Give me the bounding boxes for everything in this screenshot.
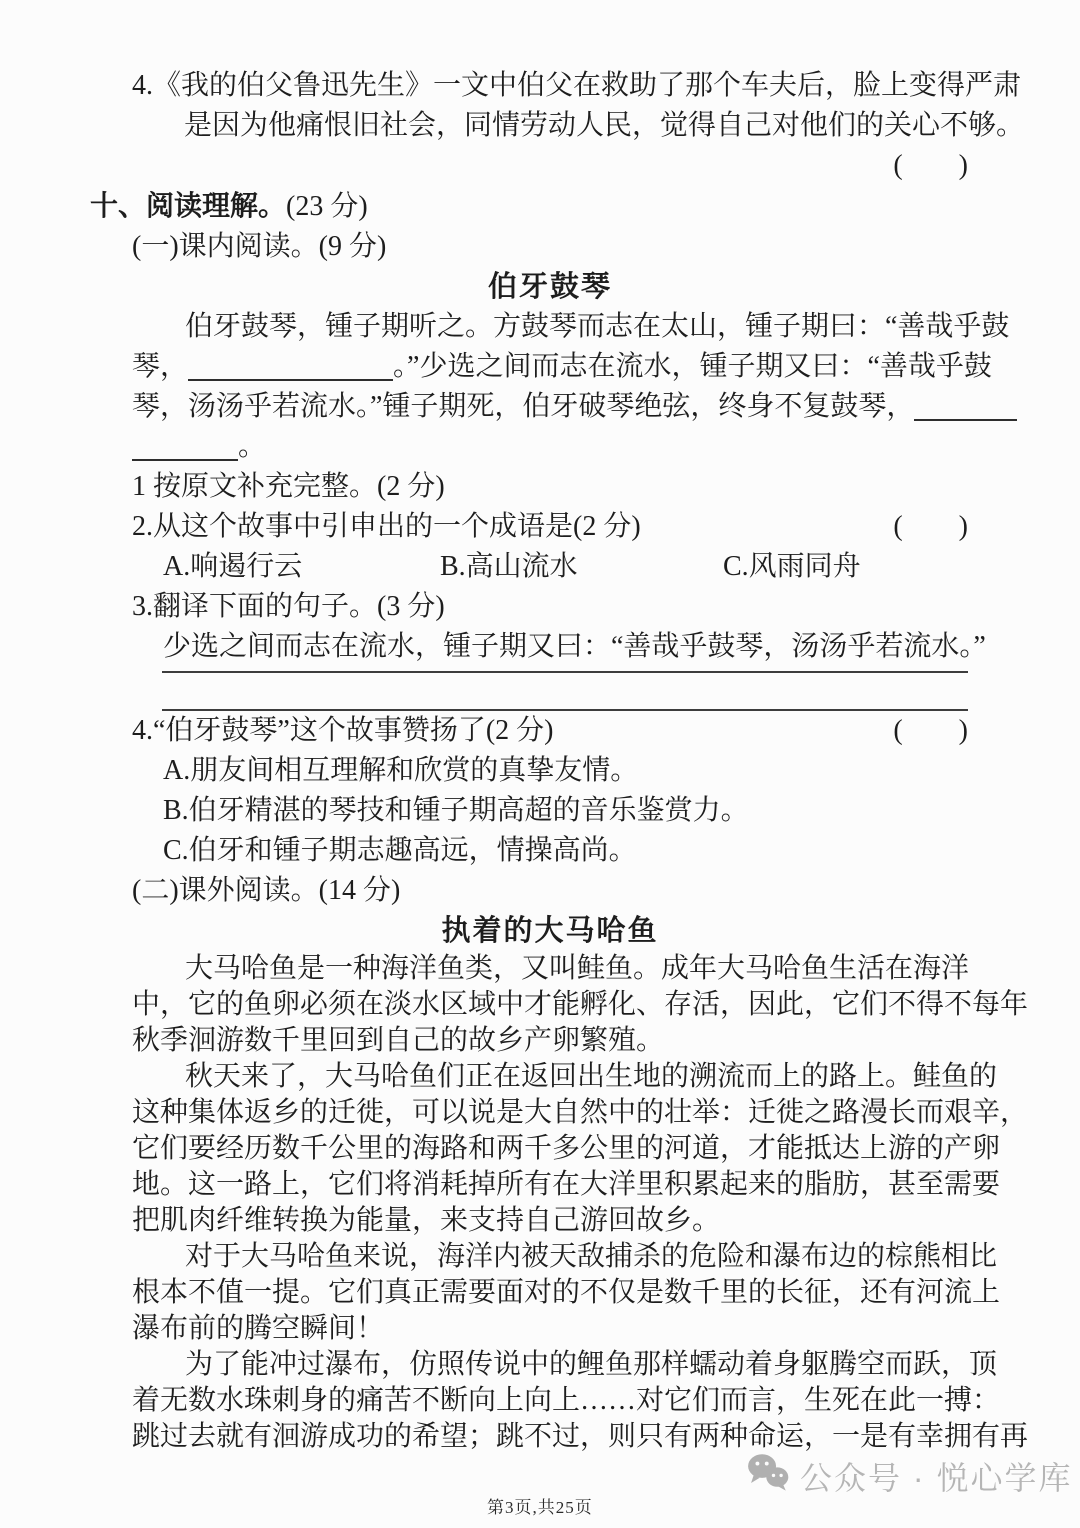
passage2-line: 秋天来了，大马哈鱼们正在返回出生地的溯流而上的路上。鲑鱼的 bbox=[185, 1061, 998, 1092]
question-line: 4.《我的伯父鲁迅先生》一文中伯父在救助了那个车夫后，脸上变得严肃 bbox=[132, 70, 1022, 101]
question-4 bbox=[132, 711, 968, 751]
passage2-line: 对于大马哈鱼来说，海洋内被天敌捕杀的危险和瀑布边的棕熊相比 bbox=[185, 1241, 998, 1272]
passage2-line: 它们要经历数千公里的海路和两千多公里的河道，才能抵达上游的产卵 bbox=[132, 1133, 1001, 1164]
question-2-text: 2.从这个故事中引申出的一个成语是(2 分) bbox=[132, 511, 641, 542]
fill-in-blank bbox=[132, 429, 238, 461]
option-c: C.伯牙和锺子期志趣高远，情操高尚。 bbox=[163, 835, 637, 866]
answer-paren: ( ) bbox=[893, 150, 968, 181]
page-number: 第3页,共25页 bbox=[487, 1498, 593, 1517]
passage1-line bbox=[132, 427, 968, 467]
passage1-line bbox=[132, 387, 968, 427]
question-3: 3.翻译下面的句子。(3 分) bbox=[132, 591, 445, 622]
passage2-line: 跳过去就有洄游成功的希望；跳不过，则只有两种命运，一是有幸拥有再 bbox=[132, 1421, 1029, 1452]
passage2-line: 地。这一路上，它们将消耗掉所有在大洋里积累起来的脂肪，甚至需要 bbox=[132, 1169, 1001, 1200]
option-b: B.伯牙精湛的琴技和锺子期高超的音乐鉴赏力。 bbox=[163, 795, 749, 826]
passage1-text: 琴，汤汤乎若流水。”锺子期死，伯牙破琴绝弦，终身不复鼓琴， bbox=[132, 391, 915, 422]
option-c: C.风雨同舟 bbox=[723, 551, 861, 582]
question-4-text: 4.“伯牙鼓琴”这个故事赞扬了(2 分) bbox=[132, 715, 554, 746]
passage2-line: 瀑布前的腾空瞬间！ bbox=[132, 1313, 385, 1344]
section-heading-title: 十、阅读理解。 bbox=[90, 190, 287, 221]
passage1-text: 。”少选之间而志在流水，锺子期又曰：“善哉乎鼓 bbox=[393, 351, 992, 382]
passage2-line: 中，它的鱼卵必须在淡水区域中才能孵化、存活，因此，它们不得不每年 bbox=[132, 989, 1029, 1020]
passage2-line: 根本不值一提。它们真正需要面对的不仅是数千里的长征，还有河流上 bbox=[132, 1277, 1001, 1308]
watermark bbox=[746, 1452, 1072, 1500]
passage2-line: 这种集体返乡的迁徙，可以说是大自然中的壮举：迁徙之路漫长而艰辛， bbox=[132, 1097, 1029, 1128]
section-heading-score: (23 分) bbox=[286, 191, 368, 222]
watermark-text: 公众号 · 悦心学库 bbox=[800, 1460, 1073, 1496]
fill-in-blank bbox=[188, 349, 393, 381]
question-3-quote: 少选之间而志在流水，锺子期又曰：“善哉乎鼓琴，汤汤乎若流水。” bbox=[163, 631, 986, 662]
passage2-line: 为了能冲过瀑布，仿照传说中的鲤鱼那样蠕动着身躯腾空而跃，顶 bbox=[185, 1349, 998, 1380]
answer-line bbox=[162, 671, 968, 673]
section-heading bbox=[90, 186, 968, 227]
passage2-line: 着无数水珠刺身的痛苦不断向上向上……对它们而言，生死在此一搏： bbox=[132, 1385, 1001, 1416]
passage2-line: 大马哈鱼是一种海洋鱼类，又叫鲑鱼。成年大马哈鱼生活在海洋 bbox=[185, 953, 970, 984]
passage1-text: 。 bbox=[238, 431, 267, 462]
option-b: B.高山流水 bbox=[440, 551, 578, 582]
part2-label: (二)课外阅读。(14 分) bbox=[132, 875, 401, 906]
option-a: A.朋友间相互理解和欣赏的真挚友情。 bbox=[163, 755, 639, 786]
passage1-line bbox=[132, 347, 992, 387]
passage1-title: 伯牙鼓琴 bbox=[487, 271, 612, 303]
option-a: A.响遏行云 bbox=[163, 551, 303, 582]
passage2-title: 执着的大马哈鱼 bbox=[441, 915, 659, 947]
fill-in-blank bbox=[914, 389, 1017, 421]
question-1: 1 按原文补充完整。(2 分) bbox=[132, 471, 445, 502]
passage2-line: 秋季洄游数千里回到自己的故乡产卵繁殖。 bbox=[132, 1025, 665, 1056]
passage2-line: 把肌肉纤维转换为能量，来支持自己游回故乡。 bbox=[132, 1205, 721, 1236]
question-2-options bbox=[163, 547, 968, 587]
question-line-wrap: 是因为他痛恨旧社会，同情劳动人民，觉得自己对他们的关心不够。 bbox=[184, 110, 1025, 141]
passage1-line: 伯牙鼓琴，锺子期听之。方鼓琴而志在太山，锺子期曰：“善哉乎鼓 bbox=[185, 311, 1010, 342]
wechat-icon bbox=[746, 1452, 790, 1500]
part1-label: (一)课内阅读。(9 分) bbox=[132, 231, 387, 262]
answer-paren: ( ) bbox=[893, 511, 968, 542]
passage1-text: 琴， bbox=[132, 351, 189, 382]
answer-paren: ( ) bbox=[893, 715, 968, 746]
question-2 bbox=[132, 507, 968, 547]
